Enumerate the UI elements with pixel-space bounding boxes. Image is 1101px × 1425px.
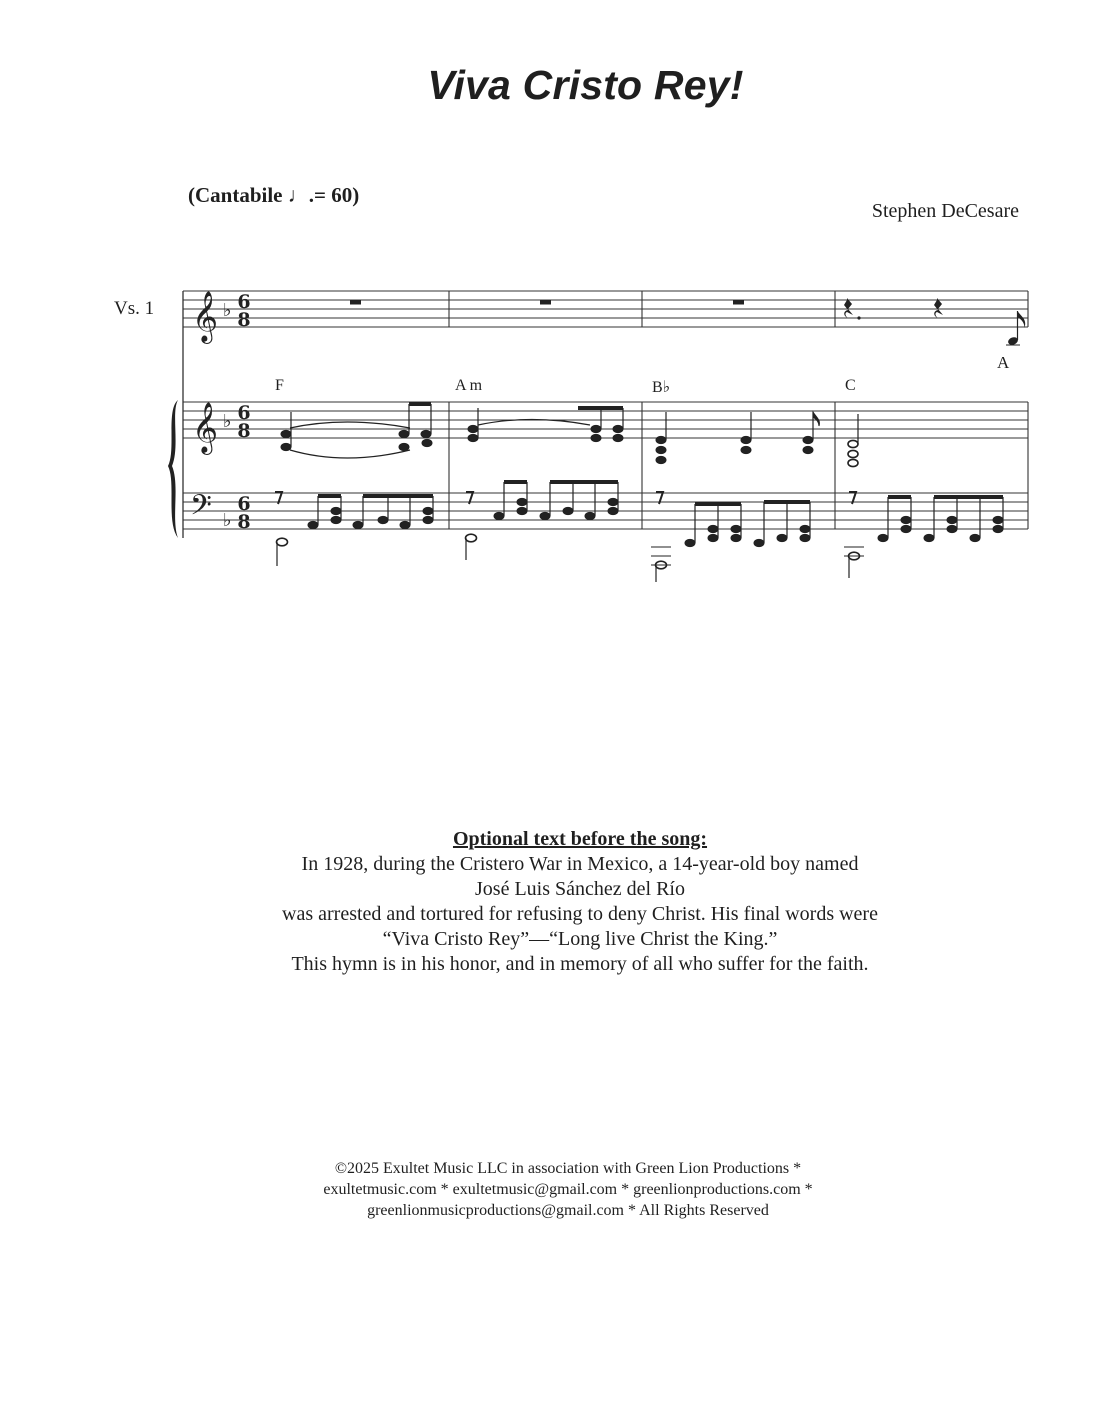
intro-line: “Viva Cristo Rey”—“Long live Christ the King.” [382, 928, 778, 950]
tempo-marking: (Cantabile ♩.= 60) [188, 183, 360, 207]
bass-notes [275, 482, 1003, 582]
whole-rest [733, 300, 744, 305]
lyric-syllable: A [997, 353, 1010, 372]
composer-name: Stephen DeCesare [871, 200, 1019, 222]
music-score [0, 0, 1101, 620]
instrument-label: Vs. 1 [114, 298, 155, 319]
time-signature-top: 6 [237, 291, 251, 313]
vocal-staff [183, 291, 1028, 327]
intro-line: This hymn is in his honor, and in memory of all who suffer for the faith. [291, 953, 869, 975]
copyright-line: greenlionmusicproductions@gmail.com * All Rights Reserved [367, 1202, 769, 1219]
treble-notes [281, 404, 858, 467]
whole-rest [540, 300, 551, 305]
chord-symbol-4: C [845, 377, 856, 394]
time-signature-bottom: 8 [237, 420, 251, 442]
intro-line: In 1928, during the Cristero War in Mexico, a 14-year-old boy named [301, 853, 859, 875]
flat-icon: ♭ [223, 300, 232, 321]
chord-symbol-3: B♭ [652, 379, 671, 396]
chord-symbol-1: F [275, 377, 284, 394]
intro-text [0, 827, 1101, 977]
time-signature-top: 6 [237, 402, 251, 424]
flat-icon: ♭ [223, 411, 232, 432]
intro-line: was arrested and tortured for refusing to deny Christ. His final words were [282, 903, 878, 925]
treble-clef-icon: 𝄞 [192, 291, 219, 342]
chord-symbol-2: A m [455, 377, 483, 394]
whole-rest [350, 300, 361, 305]
flat-icon: ♭ [223, 510, 232, 531]
vocal-measure-4 [844, 298, 1025, 346]
intro-heading: Optional text before the song: [452, 828, 708, 850]
treble-clef-icon: 𝄞 [192, 402, 219, 453]
bass-clef-icon: 𝄢 [190, 489, 212, 529]
time-signature-bottom: 8 [237, 511, 251, 533]
intro-line: José Luis Sánchez del Río [475, 878, 685, 900]
piano-brace [168, 400, 178, 538]
copyright-line: ©2025 Exultet Music LLC in association with Green Lion Productions * [334, 1160, 802, 1177]
song-title: Viva Cristo Rey! [427, 62, 744, 108]
copyright-line: exultetmusic.com * exultetmusic@gmail.com * greenlionproductions.com * [323, 1181, 813, 1198]
time-signature-top: 6 [237, 493, 251, 515]
time-signature-bottom: 8 [237, 309, 251, 331]
copyright-notice [0, 1158, 1101, 1221]
